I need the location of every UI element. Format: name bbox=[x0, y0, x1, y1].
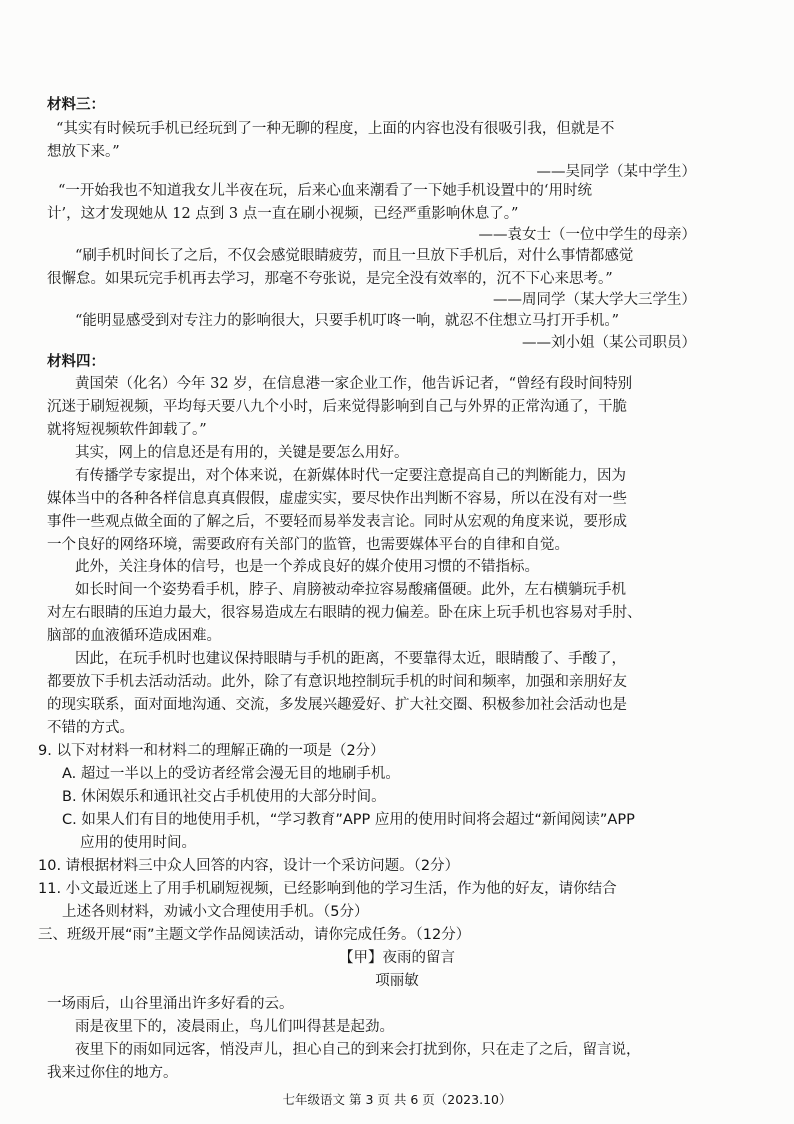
material3-attribution3: ——周同学（某大学大三学生） bbox=[493, 292, 696, 308]
material3-quote1-line2: 想放下来。” bbox=[47, 144, 120, 160]
poem-para2: 雨是夜里下的，凌晨雨止，鸟儿们叫得甚是起劲。 bbox=[75, 1019, 394, 1035]
material4-para6-line2: 都要放下手机去活动活动。此外，除了有意识地控制玩手机的时间和频率，加强和亲朋好友 bbox=[47, 674, 627, 690]
poem-title: 【甲】夜雨的留言 bbox=[339, 950, 455, 966]
material4-para3-line4: 一个良好的网络环境，需要政府有关部门的监管，也需要媒体平台的自律和自觉。 bbox=[47, 537, 569, 553]
question-9-option-c-line1: C. 如果人们有目的地使用手机，“学习教育”APP 应用的使用时间将会超过“新闻阅读”APP bbox=[62, 812, 635, 828]
material4-para2: 其实，网上的信息还是有用的，关键是要怎么用好。 bbox=[75, 445, 409, 461]
material4-para4: 此外，关注身体的信号，也是一个养成良好的媒介使用习惯的不错指标。 bbox=[75, 559, 539, 575]
material4-para3-line3: 事件一些观点做全面的了解之后，不要轻而易举发表言论。同时从宏观的角度来说，要形成 bbox=[47, 514, 627, 530]
material4-para5-line3: 脑部的血液循环造成困难。 bbox=[47, 628, 221, 644]
material3-attribution2: ——袁女士（一位中学生的母亲） bbox=[478, 227, 696, 243]
material4-para6-line4: 不错的方式。 bbox=[47, 720, 134, 736]
material3-heading: 材料三： bbox=[47, 96, 105, 113]
question-10: 10. 请根据材料三中众人回答的内容，设计一个采访问题。（2分） bbox=[38, 858, 460, 874]
question-9-option-b: B. 休闲娱乐和通讯社交占手机使用的大部分时间。 bbox=[62, 789, 386, 805]
material3-quote4: “能明显感受到对专注力的影响很大，只要手机叮咚一响，就忍不住想立马打开手机。” bbox=[75, 313, 620, 329]
material4-para1-line1: 黄国荣（化名）今年 32 岁，在信息港一家企业工作，他告诉记者，“曾经有段时间特别 bbox=[75, 376, 633, 392]
material3-quote1-line1: “其实有时候玩手机已经玩到了一种无聊的程度，上面的内容也没有很吸引我，但就是不 bbox=[56, 121, 615, 137]
material3-quote2-line1: “一开始我也不知道我女儿半夜在玩，后来心血来潮看了一下她手机设置中的‘用时统 bbox=[58, 183, 593, 199]
material4-para5-line1: 如长时间一个姿势看手机，脖子、肩膀被动牵拉容易酸痛僵硬。此外，左右横躺玩手机 bbox=[75, 582, 626, 598]
question-11-line2: 上述各则材料，劝诫小文合理使用手机。（5分） bbox=[62, 904, 369, 920]
poem-para1: 一场雨后，山谷里涌出许多好看的云。 bbox=[47, 996, 294, 1012]
material4-para3-line1: 有传播学专家提出，对个体来说，在新媒体时代一定要注意提高自己的判断能力，因为 bbox=[75, 468, 626, 484]
poem-author: 项丽敏 bbox=[375, 973, 419, 989]
material4-para1-line3: 就将短视频软件卸载了。” bbox=[47, 422, 207, 438]
question-9-option-a: A. 超过一半以上的受访者经常会漫无目的地刷手机。 bbox=[62, 766, 400, 782]
material3-attribution1: ——吴同学（某中学生） bbox=[536, 164, 696, 180]
question-9: 9. 以下对材料一和材料二的理解正确的一项是（2分） bbox=[38, 743, 385, 759]
page-footer: 七年级语文 第 3 页 共 6 页（2023.10） bbox=[282, 1092, 512, 1107]
material3-quote3-line1: “刷手机时间长了之后，不仅会感觉眼睛疲劳，而且一旦放下手机后，对什么事情都感觉 bbox=[75, 248, 634, 264]
material4-para6-line1: 因此，在玩手机时也建议保持眼睛与手机的距离，不要靠得太近，眼睛酸了、手酸了， bbox=[75, 651, 626, 667]
material4-para1-line2: 沉迷于刷短视频，平均每天要八九个小时，后来觉得影响到自己与外界的正常沟通了，干脆 bbox=[47, 399, 627, 415]
poem-para3-line2: 我来过你住的地方。 bbox=[47, 1065, 178, 1081]
material3-quote3-line2: 很懈怠。如果玩完手机再去学习，那毫不夸张说，是完全没有效率的，沉不下心来思考。” bbox=[47, 271, 613, 287]
material4-para5-line2: 对左右眼睛的压迫力最大，很容易造成左右眼睛的视力偏差。卧在床上玩手机也容易对手肘、 bbox=[47, 605, 642, 621]
material4-para3-line2: 媒体当中的各种各样信息真真假假，虚虚实实，要尽快作出判断不容易，所以在没有对一些 bbox=[47, 491, 627, 507]
question-11-line1: 11. 小文最近迷上了用手机刷短视频，已经影响到他的学习生活，作为他的好友，请你结合 bbox=[38, 881, 617, 897]
material4-heading: 材料四： bbox=[47, 353, 105, 370]
section-3-heading: 三、班级开展“雨”主题文学作品阅读活动，请你完成任务。（12分） bbox=[38, 927, 471, 943]
question-9-option-c-line2: 应用的使用时间。 bbox=[80, 835, 196, 851]
material3-attribution4: ——刘小姐（某公司职员） bbox=[522, 335, 696, 351]
material3-quote2-line2: 计’，这才发现她从 12 点到 3 点一直在刷小视频，已经严重影响休息了。” bbox=[47, 206, 519, 222]
material4-para6-line3: 的现实联系，面对面地沟通、交流，多发展兴趣爱好、扩大社交圈、积极参加社会活动也是 bbox=[47, 697, 627, 713]
poem-para3-line1: 夜里下的雨如同远客，悄没声儿，担心自己的到来会打扰到你，只在走了之后，留言说， bbox=[75, 1042, 641, 1058]
